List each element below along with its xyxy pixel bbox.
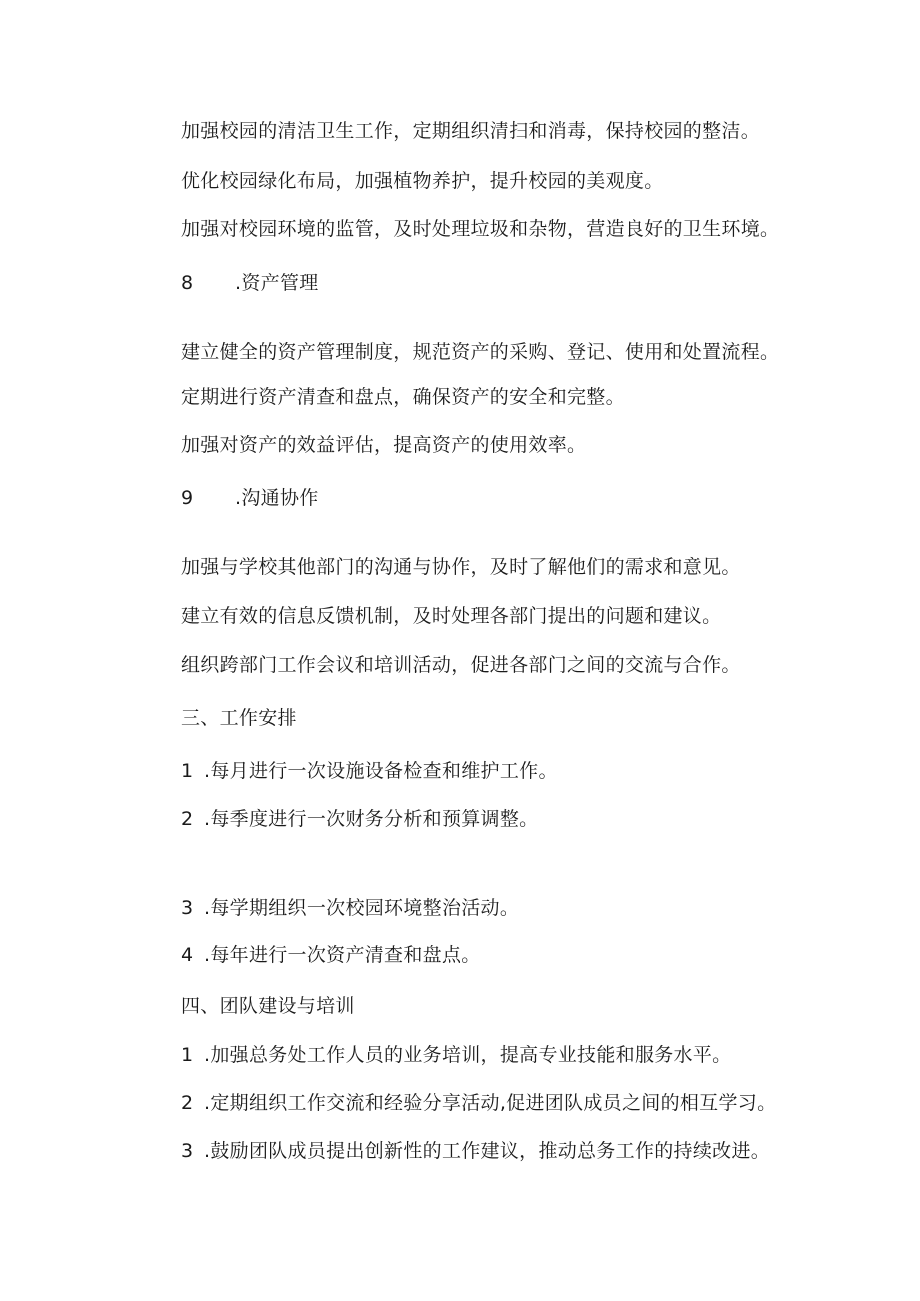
item-number: 3	[181, 1140, 194, 1162]
list-item	[181, 1043, 731, 1067]
section-heading-9	[181, 486, 319, 510]
list-item	[181, 943, 481, 967]
section-title: .沟通协作	[235, 487, 319, 509]
part-heading: 三、工作安排	[181, 707, 297, 729]
section-heading-8	[181, 271, 319, 295]
list-item	[181, 1091, 776, 1115]
paragraph: 加强对校园环境的监管，及时处理垃圾和杂物，营造良好的卫生环境。	[181, 218, 780, 240]
item-number: 1	[181, 1044, 194, 1066]
item-number: 2	[181, 1092, 194, 1114]
paragraph: 优化校园绿化布局，加强植物养护，提升校园的美观度。	[181, 170, 664, 192]
item-number: 2	[181, 808, 194, 830]
list-item	[181, 1139, 770, 1163]
list-item	[181, 896, 519, 920]
paragraph: 加强对资产的效益评估，提高资产的使用效率。	[181, 434, 587, 456]
list-item	[181, 807, 538, 831]
paragraph: 加强与学校其他部门的沟通与协作，及时了解他们的需求和意见。	[181, 556, 741, 578]
item-number: 4	[181, 944, 194, 966]
section-number: 8	[181, 272, 194, 294]
list-item	[181, 759, 558, 783]
paragraph: 组织跨部门工作会议和培训活动，促进各部门之间的交流与合作。	[181, 654, 741, 676]
paragraph: 定期进行资产清查和盘点，确保资产的安全和完整。	[181, 386, 625, 408]
item-number: 1	[181, 760, 194, 782]
item-number: 3	[181, 897, 194, 919]
section-title: .资产管理	[235, 272, 319, 294]
item-text: .定期组织工作交流和经验分享活动,促进团队成员之间的相互学习。	[204, 1092, 777, 1114]
item-text: .每月进行一次设施设备检查和维护工作。	[204, 760, 558, 782]
item-text: .每年进行一次资产清查和盘点。	[204, 944, 481, 966]
item-text: .每学期组织一次校园环境整治活动。	[204, 897, 520, 919]
section-number: 9	[181, 487, 194, 509]
item-text: .鼓励团队成员提出创新性的工作建议，推动总务工作的持续改进。	[204, 1140, 771, 1162]
item-text: .每季度进行一次财务分析和预算调整。	[204, 808, 539, 830]
part-heading: 四、团队建设与培训	[181, 995, 355, 1017]
paragraph: 建立健全的资产管理制度，规范资产的采购、登记、使用和处置流程。	[181, 341, 780, 363]
paragraph: 建立有效的信息反馈机制，及时处理各部门提出的问题和建议。	[181, 605, 722, 627]
item-text: .加强总务处工作人员的业务培训，提高专业技能和服务水平。	[204, 1044, 732, 1066]
paragraph: 加强校园的清洁卫生工作，定期组织清扫和消毒，保持校园的整洁。	[181, 120, 761, 142]
